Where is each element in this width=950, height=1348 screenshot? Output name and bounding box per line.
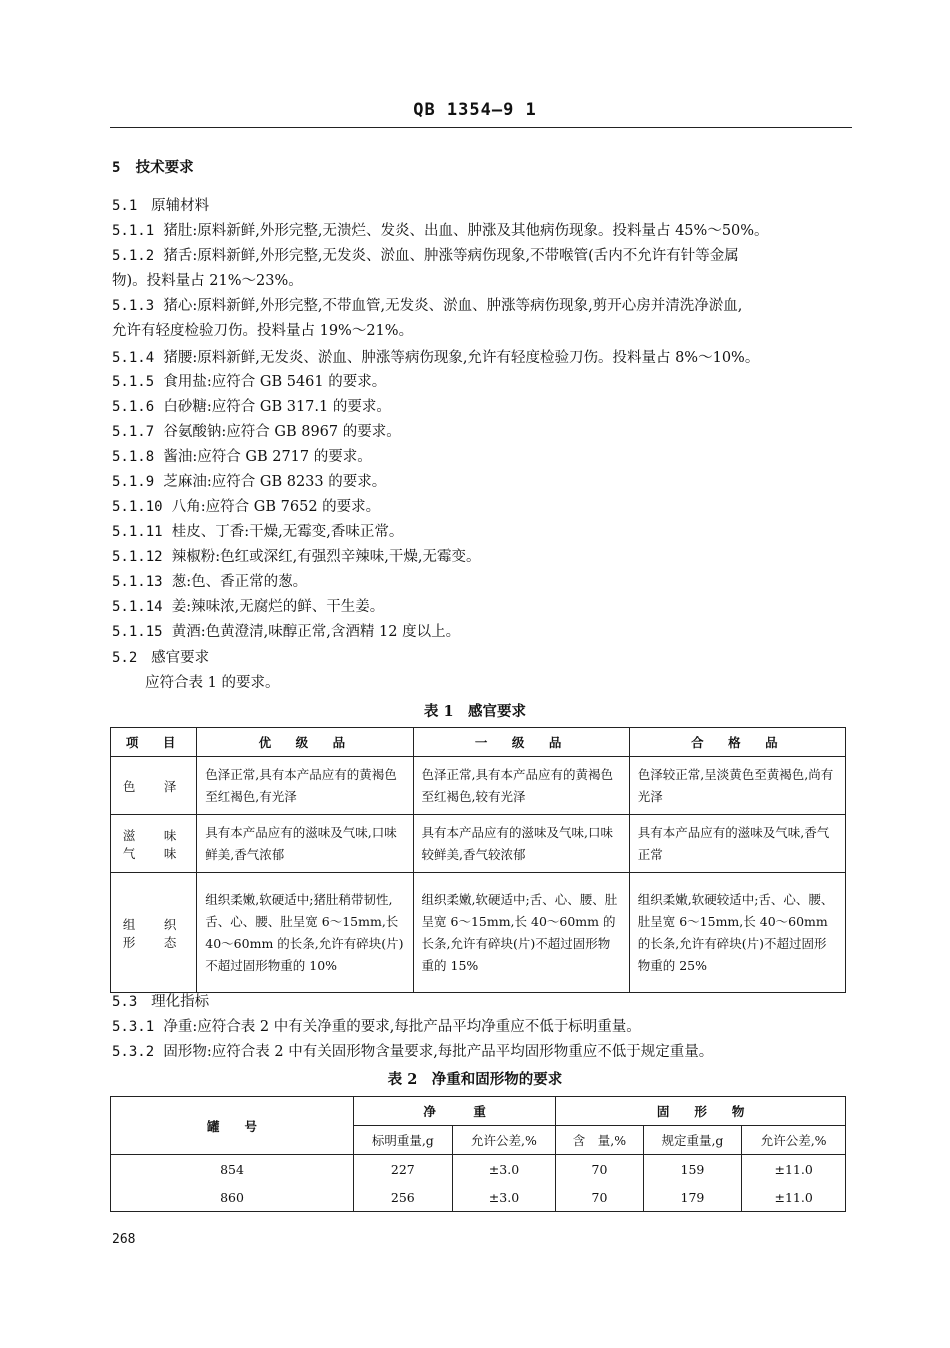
table-cell: 具有本产品应有的滋味及气味,口味较鲜美,香气较浓郁 — [413, 815, 629, 873]
table-row — [111, 1183, 846, 1212]
section-5-2-heading: 5.2 感官要求 — [112, 650, 210, 666]
table-cell: 色泽正常,具有本产品应有的黄褐色至红褐色,有光泽 — [197, 757, 413, 815]
table-cell: 组织柔嫩,软硬适中;猪肚稍带韧性,舌、心、腰、肚呈宽 6～15mm,长 40～60mm 的长条,允许有碎块(片)不超过固形物重的 10% — [197, 873, 413, 993]
table2-sub-solid-tolerance: 允许公差,% — [742, 1126, 846, 1155]
section-5-heading: 5 技术要求 — [112, 159, 194, 176]
section-5-2-body: 应符合表 1 的要求。 — [145, 675, 280, 691]
table2-net-weight-solids — [110, 1096, 846, 1212]
page-number: 268 — [112, 1232, 136, 1247]
table2-header-net: 净 重 — [354, 1097, 556, 1126]
table-cell: 具有本产品应有的滋味及气味,香气正常 — [629, 815, 845, 873]
item-5-1-11: 5.1.11 桂皮、丁香:干燥,无霉变,香味正常。 — [112, 524, 404, 540]
table2-caption: 表 2 净重和固形物的要求 — [387, 1071, 563, 1088]
item-5-1-6: 5.1.6 白砂糖:应符合 GB 317.1 的要求。 — [112, 399, 391, 415]
table1-row-texture: 组 织 形 态 — [111, 873, 197, 993]
table-row — [111, 873, 846, 993]
item-5-1-15: 5.1.15 黄酒:色黄澄清,味醇正常,含酒精 12 度以上。 — [112, 624, 461, 640]
table-cell: 70 — [556, 1183, 643, 1212]
table-cell: ±11.0 — [742, 1155, 846, 1184]
table-cell: 70 — [556, 1155, 643, 1184]
section-5-1-heading: 5.1 原辅材料 — [112, 198, 210, 214]
item-5-1-1: 5.1.1 猪肚:原料新鲜,外形完整,无溃烂、发炎、出血、肿涨及其他病伤现象。投料量占 45%～50%。 — [112, 223, 769, 239]
table-cell: ±3.0 — [452, 1155, 556, 1184]
table-cell: 227 — [354, 1155, 453, 1184]
item-5-1-12: 5.1.12 辣椒粉:色红或深红,有强烈辛辣味,干燥,无霉变。 — [112, 549, 481, 565]
item-5-3-1: 5.3.1 净重:应符合表 2 中有关净重的要求,每批产品平均净重应不低于标明重量。 — [112, 1019, 641, 1035]
table-cell: ±11.0 — [742, 1183, 846, 1212]
table2-sub-labeled-weight: 标明重量,g — [354, 1126, 453, 1155]
item-5-1-10: 5.1.10 八角:应符合 GB 7652 的要求。 — [112, 499, 381, 515]
item-5-1-8: 5.1.8 酱油:应符合 GB 2717 的要求。 — [112, 449, 372, 465]
table2-sub-specified-weight: 规定重量,g — [643, 1126, 742, 1155]
table-cell: 179 — [643, 1183, 742, 1212]
table2-header-solids: 固 形 物 — [556, 1097, 846, 1126]
item-5-3-2: 5.3.2 固形物:应符合表 2 中有关固形物含量要求,每批产品平均固形物重应不低于规定重量。 — [112, 1044, 714, 1060]
table-cell: 860 — [111, 1183, 354, 1212]
item-5-1-4: 5.1.4 猪腰:原料新鲜,无发炎、淤血、肿涨等病伤现象,允许有轻度检验刀伤。投料量占 8%～10%。 — [112, 350, 760, 366]
item-5-1-2-cont: 物)。投料量占 21%～23%。 — [112, 273, 303, 289]
table1-header-first: 一 级 品 — [413, 728, 629, 757]
table-cell: 组织柔嫩,软硬适中;舌、心、腰、肚呈宽 6～15mm,长 40～60mm 的长条,允许有碎块(片)不超过固形物重的 15% — [413, 873, 629, 993]
table1-sensory-requirements — [110, 727, 846, 993]
table2-sub-net-tolerance: 允许公差,% — [452, 1126, 556, 1155]
table-cell: 色泽较正常,呈淡黄色至黄褐色,尚有光泽 — [629, 757, 845, 815]
table2-sub-content: 含 量,% — [556, 1126, 643, 1155]
table1-row-color: 色 泽 — [111, 757, 197, 815]
item-5-1-7: 5.1.7 谷氨酸钠:应符合 GB 8967 的要求。 — [112, 424, 401, 440]
table-row — [111, 757, 846, 815]
section-5-3-heading: 5.3 理化指标 — [112, 994, 210, 1010]
table-row — [111, 1155, 846, 1184]
table2-header-can: 罐 号 — [111, 1097, 354, 1155]
table-cell: 具有本产品应有的滋味及气味,口味鲜美,香气浓郁 — [197, 815, 413, 873]
document-header-code: QB 1354—9 1 — [413, 100, 537, 120]
table-cell: ±3.0 — [452, 1183, 556, 1212]
item-5-1-14: 5.1.14 姜:辣味浓,无腐烂的鲜、干生姜。 — [112, 599, 385, 615]
table1-header-qualified: 合 格 品 — [629, 728, 845, 757]
table-cell: 256 — [354, 1183, 453, 1212]
item-5-1-13: 5.1.13 葱:色、香正常的葱。 — [112, 574, 308, 590]
table-cell: 色泽正常,具有本产品应有的黄褐色至红褐色,较有光泽 — [413, 757, 629, 815]
table1-row-taste: 滋 味 气 味 — [111, 815, 197, 873]
table-cell: 组织柔嫩,软硬较适中;舌、心、腰、肚呈宽 6～15mm,长 40～60mm 的长条,允许有碎块(片)不超过固形物重的 25% — [629, 873, 845, 993]
item-5-1-5: 5.1.5 食用盐:应符合 GB 5461 的要求。 — [112, 374, 387, 390]
header-rule — [110, 127, 852, 128]
table1-header-item: 项 目 — [111, 728, 197, 757]
item-5-1-3-cont: 允许有轻度检验刀伤。投料量占 19%～21%。 — [112, 323, 414, 339]
table-row — [111, 815, 846, 873]
table-cell: 854 — [111, 1155, 354, 1184]
table1-header-premium: 优 级 品 — [197, 728, 413, 757]
item-5-1-3: 5.1.3 猪心:原料新鲜,外形完整,不带血管,无发炎、淤血、肿涨等病伤现象,剪开心房并清洗净淤血, — [112, 298, 743, 314]
table-cell: 159 — [643, 1155, 742, 1184]
item-5-1-9: 5.1.9 芝麻油:应符合 GB 8233 的要求。 — [112, 474, 387, 490]
item-5-1-2: 5.1.2 猪舌:原料新鲜,外形完整,无发炎、淤血、肿涨等病伤现象,不带喉管(舌内不允许有针等金属 — [112, 248, 739, 264]
table1-caption: 表 1 感官要求 — [423, 703, 527, 720]
